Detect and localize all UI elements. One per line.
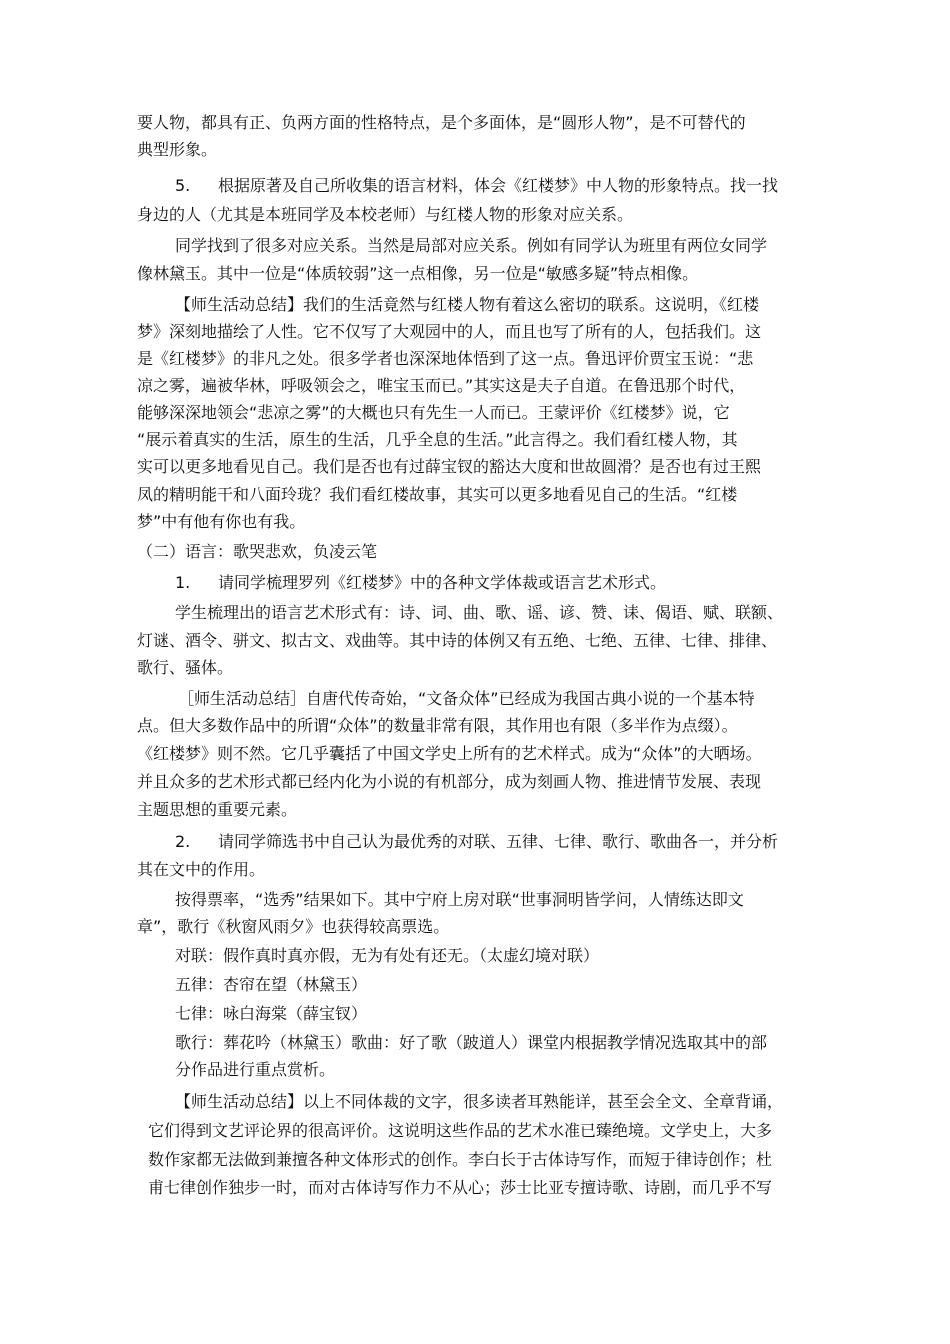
list-number: 5. (175, 176, 191, 195)
text-line: 典型形象。 (137, 140, 218, 159)
text-line: 根据原著及自己所收集的语言材料，体会《红楼梦》中人物的形象特点。找一找 (218, 176, 779, 195)
text-line: 五律：杏帘在望（林黛玉） (175, 975, 368, 994)
text-line: 学生梳理出的语言艺术形式有：诗、词、曲、歌、谣、谚、赞、诔、偈语、赋、联额、 (175, 603, 784, 622)
section-heading: （二）语言：歌哭悲欢，负凌云笔 (137, 542, 378, 561)
text-line: 要人物，都具有正、负两方面的性格特点，是个多面体，是“圆形人物”，是不可替代的 (137, 113, 746, 132)
text-line: 【师生活动总结】我们的生活竟然与红楼人物有着这么密切的联系。这说明，《红楼 (175, 295, 760, 314)
text-line: 章”，歌行《秋窗风雨夕》也获得较高票选。 (137, 917, 450, 936)
text-line: 并且众多的艺术形式都已经内化为小说的有机部分，成为刻画人物、推进情节发展、表现 (137, 772, 762, 791)
text-line: 歌行、骚体。 (137, 658, 234, 677)
text-line: 梦”中有他有你也有我。 (137, 512, 306, 531)
text-line: 能够深深地领会“悲凉之雾”的大概也只有先生一人而已。王蒙评价《红楼梦》说，它 (137, 403, 730, 422)
text-line: 歌行：葬花吟（林黛玉）歌曲：好了歌（跛道人）课堂内根据教学情况选取其中的部 (175, 1033, 768, 1052)
text-line: 请同学梳理罗列《红楼梦》中的各种文学体裁或语言艺术形式。 (218, 573, 667, 592)
text-line: 点。但大多数作品中的所谓“众体”的数量非常有限，其作用也有限（多半作为点缀）。 (137, 716, 738, 735)
text-line: 同学找到了很多对应关系。当然是局部对应关系。例如有同学认为班里有两位女同学 (175, 236, 768, 255)
list-number: 2. (175, 832, 191, 851)
text-line: 按得票率，“选秀”结果如下。其中宁府上房对联“世事洞明皆学问，人情练达即文 (175, 890, 744, 909)
text-line: 它们得到文艺评论界的很高评价。这说明这些作品的艺术水准已臻绝境。文学史上，大多 (148, 1121, 773, 1140)
text-line: 请同学筛选书中自己认为最优秀的对联、五律、七律、歌行、歌曲各一，并分析 (218, 832, 779, 851)
text-line: 《红楼梦》则不然。它几乎囊括了中国文学史上所有的艺术样式。成为“众体”的大晒场。 (137, 744, 762, 763)
text-line: 主题思想的重要元素。 (137, 800, 298, 819)
text-line: “展示着真实的生活，原生的生活，几乎全息的生活。”此言得之。我们看红楼人物，其 (137, 430, 738, 449)
text-line: 分作品进行重点赏析。 (175, 1060, 336, 1079)
text-line: 七律：咏白海棠（薛宝钗） (175, 1004, 368, 1023)
list-number: 1. (175, 573, 191, 592)
text-line: 对联：假作真时真亦假，无为有处有还无。（太虚幻境对联） (175, 946, 600, 965)
text-line: 是《红楼梦》的非凡之处。很多学者也深深地体悟到了这一点。鲁迅评价贾宝玉说：“悲 (137, 349, 754, 368)
text-line: 凤的精明能干和八面玲珑？我们看红楼故事，其实可以更多地看见自己的生活。“红楼 (137, 485, 738, 504)
text-line: ［师生活动总结］自唐代传奇始，“文备众体”已经成为我国古典小说的一个基本特 (178, 689, 755, 708)
text-line: 实可以更多地看见自己。我们是否也有过薛宝钗的豁达大度和世故圆滑？是否也有过王熙 (137, 457, 762, 476)
text-line: 【师生活动总结】以上不同体裁的文字，很多读者耳熟能详，甚至会全文、全章背诵， (175, 1092, 784, 1111)
text-line: 像林黛玉。其中一位是“体质较弱”这一点相像，另一位是“敏感多疑”特点相像。 (137, 264, 699, 283)
text-line: 身边的人（尤其是本班同学及本校老师）与红楼人物的形象对应关系。 (137, 205, 634, 224)
text-line: 甫七律创作独步一时，而对古体诗写作力不从心；莎士比亚专擅诗歌、诗剧，而几乎不写 (148, 1178, 773, 1197)
text-line: 灯谜、酒令、骈文、拟古文、戏曲等。其中诗的体例又有五绝、七绝、五律、七律、排律、 (137, 631, 778, 650)
text-line: 其在文中的作用。 (137, 860, 266, 879)
text-line: 数作家都无法做到兼擅各种文体形式的创作。李白长于古体诗写作，而短于律诗创作；杜 (148, 1150, 773, 1169)
text-line: 凉之雾，遍被华林，呼吸领会之，唯宝玉而已。”其实这是夫子自道。在鲁迅那个时代， (137, 376, 746, 395)
text-line: 梦》深刻地描绘了人性。它不仅写了大观园中的人，而且也写了所有的人，包括我们。这 (137, 322, 762, 341)
